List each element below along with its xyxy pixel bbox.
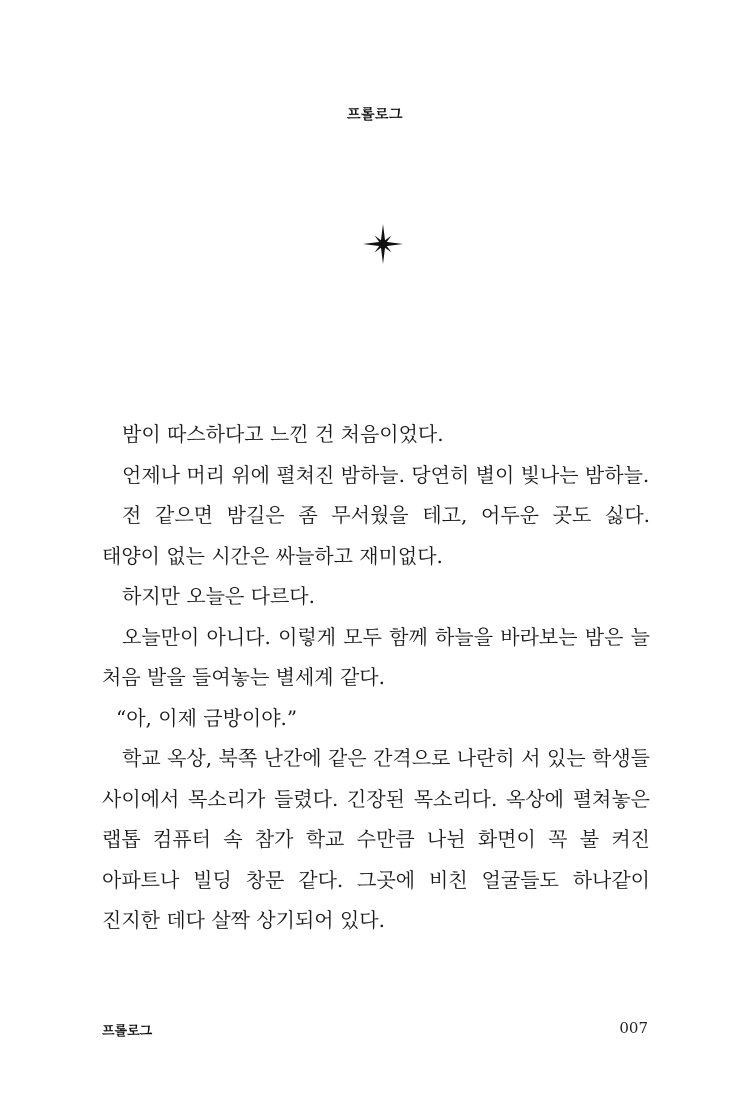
- page-number: 007: [619, 1019, 648, 1037]
- paragraph: 밤이 따스하다고 느낀 건 처음이었다.: [122, 422, 444, 446]
- body-text: [102, 414, 650, 941]
- dialogue-paragraph: “아, 이제 금방이야.”: [116, 705, 298, 730]
- four-point-star-icon: [363, 224, 403, 264]
- paragraph: 학교 옥상, 북쪽 난간에 같은 간격으로 나란히 서 있는 학생들 사이에서 목소리가 들렸다. 긴장된 목소리다. 옥상에 펼쳐놓은 랩톱 컴퓨터 속 참가 학교 수만큼 나뉜 화면이 꼭 불 켜진 아파트나 빌딩 창문 같다. 그곳에 비친 얼굴들도 하나같이 진지한 데다 살짝 상기되어 있다.: [102, 746, 650, 932]
- paragraph: 오늘만이 아니다. 이렇게 모두 함께 하늘을 바라보는 밤은 늘 처음 발을 들여놓는 별세계 같다.: [102, 624, 650, 689]
- paragraph: 언제나 머리 위에 펼쳐진 밤하늘. 당연히 별이 빛나는 밤하늘.: [122, 462, 650, 487]
- footer-running-title: 프롤로그: [102, 1024, 153, 1039]
- paragraph: 하지만 오늘은 다르다.: [122, 584, 315, 608]
- paragraph: 전 같으면 밤길은 좀 무서웠을 테고, 어두운 곳도 싫다. 태양이 없는 시간은 싸늘하고 재미없다.: [102, 503, 650, 568]
- chapter-title: 프롤로그: [346, 107, 404, 123]
